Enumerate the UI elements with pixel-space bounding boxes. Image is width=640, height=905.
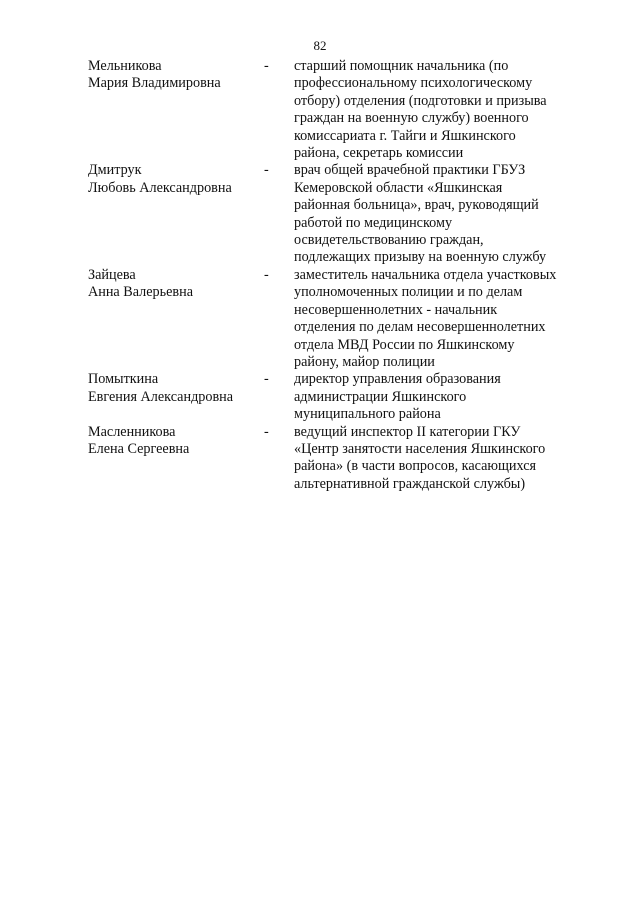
member-surname: Мельникова [88, 58, 162, 74]
member-entry [88, 58, 588, 162]
role-line: подлежащих призыву на военную службу [294, 249, 547, 266]
role-line: администрации Яшкинского [294, 388, 467, 405]
role-line: муниципального района [294, 406, 441, 423]
member-surname: Дмитрук [88, 162, 142, 179]
separator-dash: - [264, 371, 269, 388]
member-surname: Масленникова [88, 423, 176, 440]
role-line: врач общей врачебной практики ГБУЗ [294, 162, 526, 179]
member-name [88, 371, 264, 406]
role-line: району, майор полиции [294, 353, 435, 370]
role-line: несовершеннолетних - начальник [294, 301, 498, 318]
member-role [294, 424, 588, 494]
role-line: директор управления образования [294, 371, 501, 388]
member-given-names: Мария Владимировна [88, 75, 221, 92]
role-line: районная больница», врач, руководящий [294, 197, 539, 214]
role-line: отбору) отделения (подготовки и призыва [294, 92, 547, 109]
role-line: района, секретарь комиссии [294, 145, 464, 162]
member-role [294, 371, 588, 423]
member-surname: Зайцева [88, 266, 136, 283]
role-line: старший помощник начальника (по [294, 58, 509, 74]
member-name [88, 58, 264, 93]
role-line: отделения по делам несовершеннолетних [294, 319, 546, 336]
commission-member-list [88, 58, 588, 493]
role-line: Кемеровской области «Яшкинская [294, 179, 503, 196]
member-name [88, 424, 264, 459]
role-line: района» (в части вопросов, касающихся [294, 458, 537, 475]
member-name [88, 162, 264, 197]
role-line: заместитель начальника отдела участковых [294, 266, 557, 283]
member-given-names: Евгения Александровна [88, 388, 234, 405]
role-line: комиссариата г. Тайги и Яшкинского [294, 127, 516, 144]
separator-dash: - [264, 423, 269, 440]
role-line: альтернативной гражданской службы) [294, 475, 526, 492]
member-entry [88, 162, 588, 266]
member-role [294, 58, 588, 162]
member-given-names: Любовь Александровна [88, 179, 232, 196]
role-line: отдела МВД России по Яшкинскому [294, 336, 515, 353]
separator-dash: - [264, 162, 269, 179]
member-entry [88, 424, 588, 494]
member-role [294, 267, 588, 371]
member-name [88, 267, 264, 302]
member-role [294, 162, 588, 266]
member-entry [88, 371, 588, 423]
role-line: ведущий инспектор II категории ГКУ [294, 423, 521, 440]
page-number: 82 [313, 38, 327, 53]
role-line: «Центр занятости населения Яшкинского [294, 440, 546, 457]
member-given-names: Елена Сергеевна [88, 440, 190, 457]
role-line: граждан на военную службу) военного [294, 110, 529, 127]
role-line: работой по медицинскому [294, 214, 453, 231]
role-line: освидетельствованию граждан, [294, 232, 484, 249]
role-line: уполномоченных полиции и по делам [294, 284, 523, 301]
member-given-names: Анна Валерьевна [88, 284, 193, 301]
separator-dash: - [264, 58, 269, 74]
member-entry [88, 267, 588, 371]
member-surname: Помыткина [88, 371, 159, 388]
separator-dash: - [264, 266, 269, 283]
role-line: профессиональному психологическому [294, 75, 533, 92]
